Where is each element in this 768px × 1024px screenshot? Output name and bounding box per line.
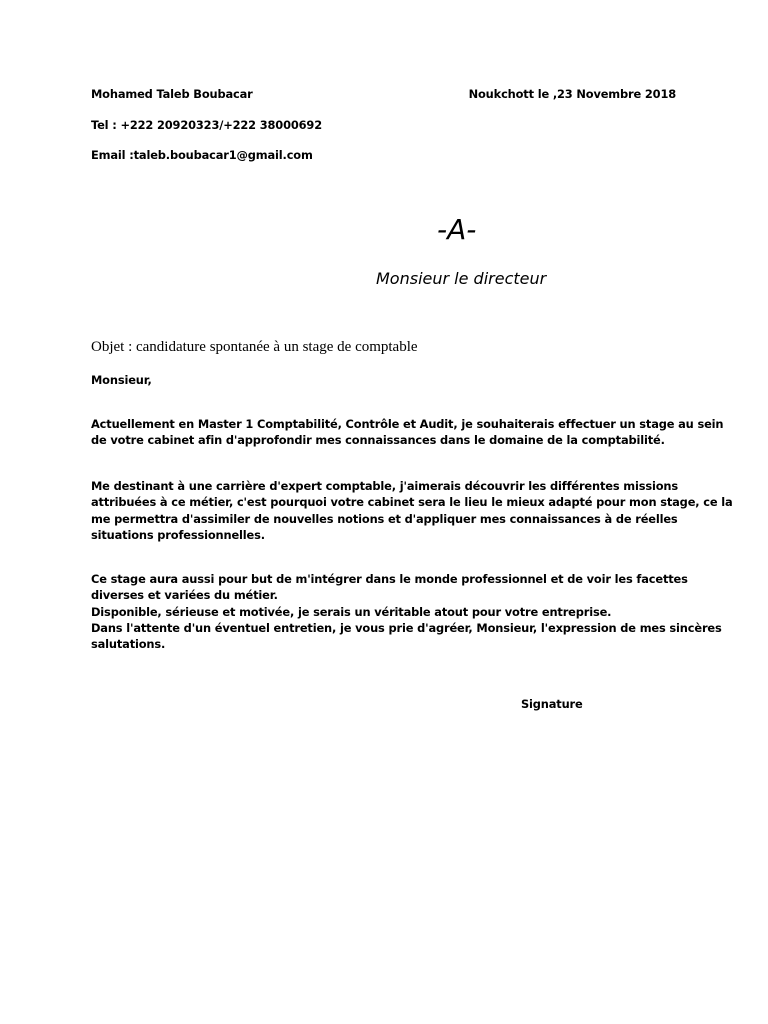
sender-phone: Tel : +222 20920323/+222 38000692 — [91, 118, 322, 132]
paragraph-line: situations professionnelles. — [91, 527, 265, 542]
letter-paragraph-3 — [91, 571, 722, 652]
recipient-title: Monsieur le directeur — [376, 269, 547, 288]
paragraph-line: Actuellement en Master 1 Comptabilité, Contrôle et Audit, je souhaiterais effectuer un stage au sein — [91, 417, 724, 431]
place-and-date: Noukchott le ,23 Novembre 2018 — [468, 87, 676, 101]
paragraph-line: Disponible, sérieuse et motivée, je serais un véritable atout pour votre entreprise. — [91, 604, 612, 619]
signature-label: Signature — [521, 697, 583, 711]
paragraph-line: Dans l'attente d'un éventuel entretien, je vous prie d'agréer, Monsieur, l'expression de mes sincères — [91, 620, 722, 635]
letter-paragraph-2 — [91, 478, 733, 543]
letter-salutation: Monsieur, — [91, 373, 152, 387]
paragraph-line: de votre cabinet afin d'approfondir mes connaissances dans le domaine de la comptabilité. — [91, 433, 665, 448]
paragraph-line: attribuées à ce métier, c'est pourquoi votre cabinet sera le lieu le mieux adapté pour mon stage, ce la — [91, 495, 733, 510]
letter-paragraph-1 — [91, 416, 724, 449]
recipient-marker: -A- — [437, 213, 477, 246]
paragraph-line: salutations. — [91, 637, 166, 652]
sender-email: Email :taleb.boubacar1@gmail.com — [91, 148, 313, 162]
letter-subject: Objet : candidature spontanée à un stage de comptable — [91, 339, 418, 355]
paragraph-line: Ce stage aura aussi pour but de m'intégrer dans le monde professionnel et de voir les facettes — [91, 572, 688, 586]
paragraph-line: me permettra d'assimiler de nouvelles notions et d'appliquer mes connaissances à de réelles — [91, 511, 678, 526]
sender-name: Mohamed Taleb Boubacar — [91, 87, 253, 101]
paragraph-line: Me destinant à une carrière d'expert comptable, j'aimerais découvrir les différentes missions — [91, 479, 679, 493]
paragraph-line: diverses et variées du métier. — [91, 588, 278, 603]
